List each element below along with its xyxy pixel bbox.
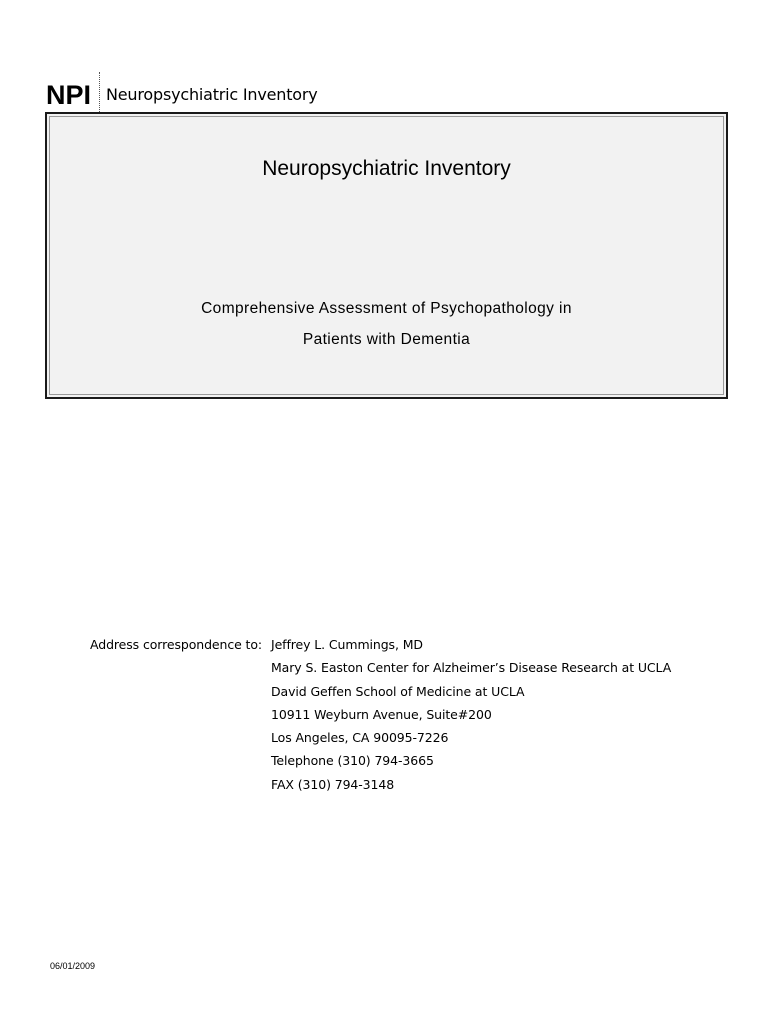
header-title: Neuropsychiatric Inventory bbox=[106, 85, 318, 104]
document-subtitle-line-1: Comprehensive Assessment of Psychopathology in bbox=[201, 300, 572, 317]
address-fax: FAX (310) 794-3148 bbox=[271, 776, 395, 792]
footer-date: 06/01/2009 bbox=[50, 961, 96, 971]
title-box bbox=[45, 112, 728, 399]
address-name: Jeffrey L. Cummings, MD bbox=[271, 637, 423, 652]
header-divider bbox=[99, 72, 100, 112]
page-header bbox=[46, 72, 318, 112]
document-title: Neuropsychiatric Inventory bbox=[262, 157, 511, 180]
header-abbreviation: NPI bbox=[46, 80, 92, 110]
address-school: David Geffen School of Medicine at UCLA bbox=[271, 683, 525, 699]
correspondence-address bbox=[271, 633, 671, 796]
address-street: 10911 Weyburn Avenue, Suite#200 bbox=[271, 706, 492, 722]
correspondence-block bbox=[90, 633, 671, 796]
document-subtitle-line-2: Patients with Dementia bbox=[302, 331, 471, 348]
address-center: Mary S. Easton Center for Alzheimer’s Disease Research at UCLA bbox=[271, 660, 672, 676]
address-telephone: Telephone (310) 794-3665 bbox=[271, 753, 434, 769]
address-city: Los Angeles, CA 90095-7226 bbox=[271, 730, 449, 746]
correspondence-label: Address correspondence to: bbox=[90, 637, 263, 652]
